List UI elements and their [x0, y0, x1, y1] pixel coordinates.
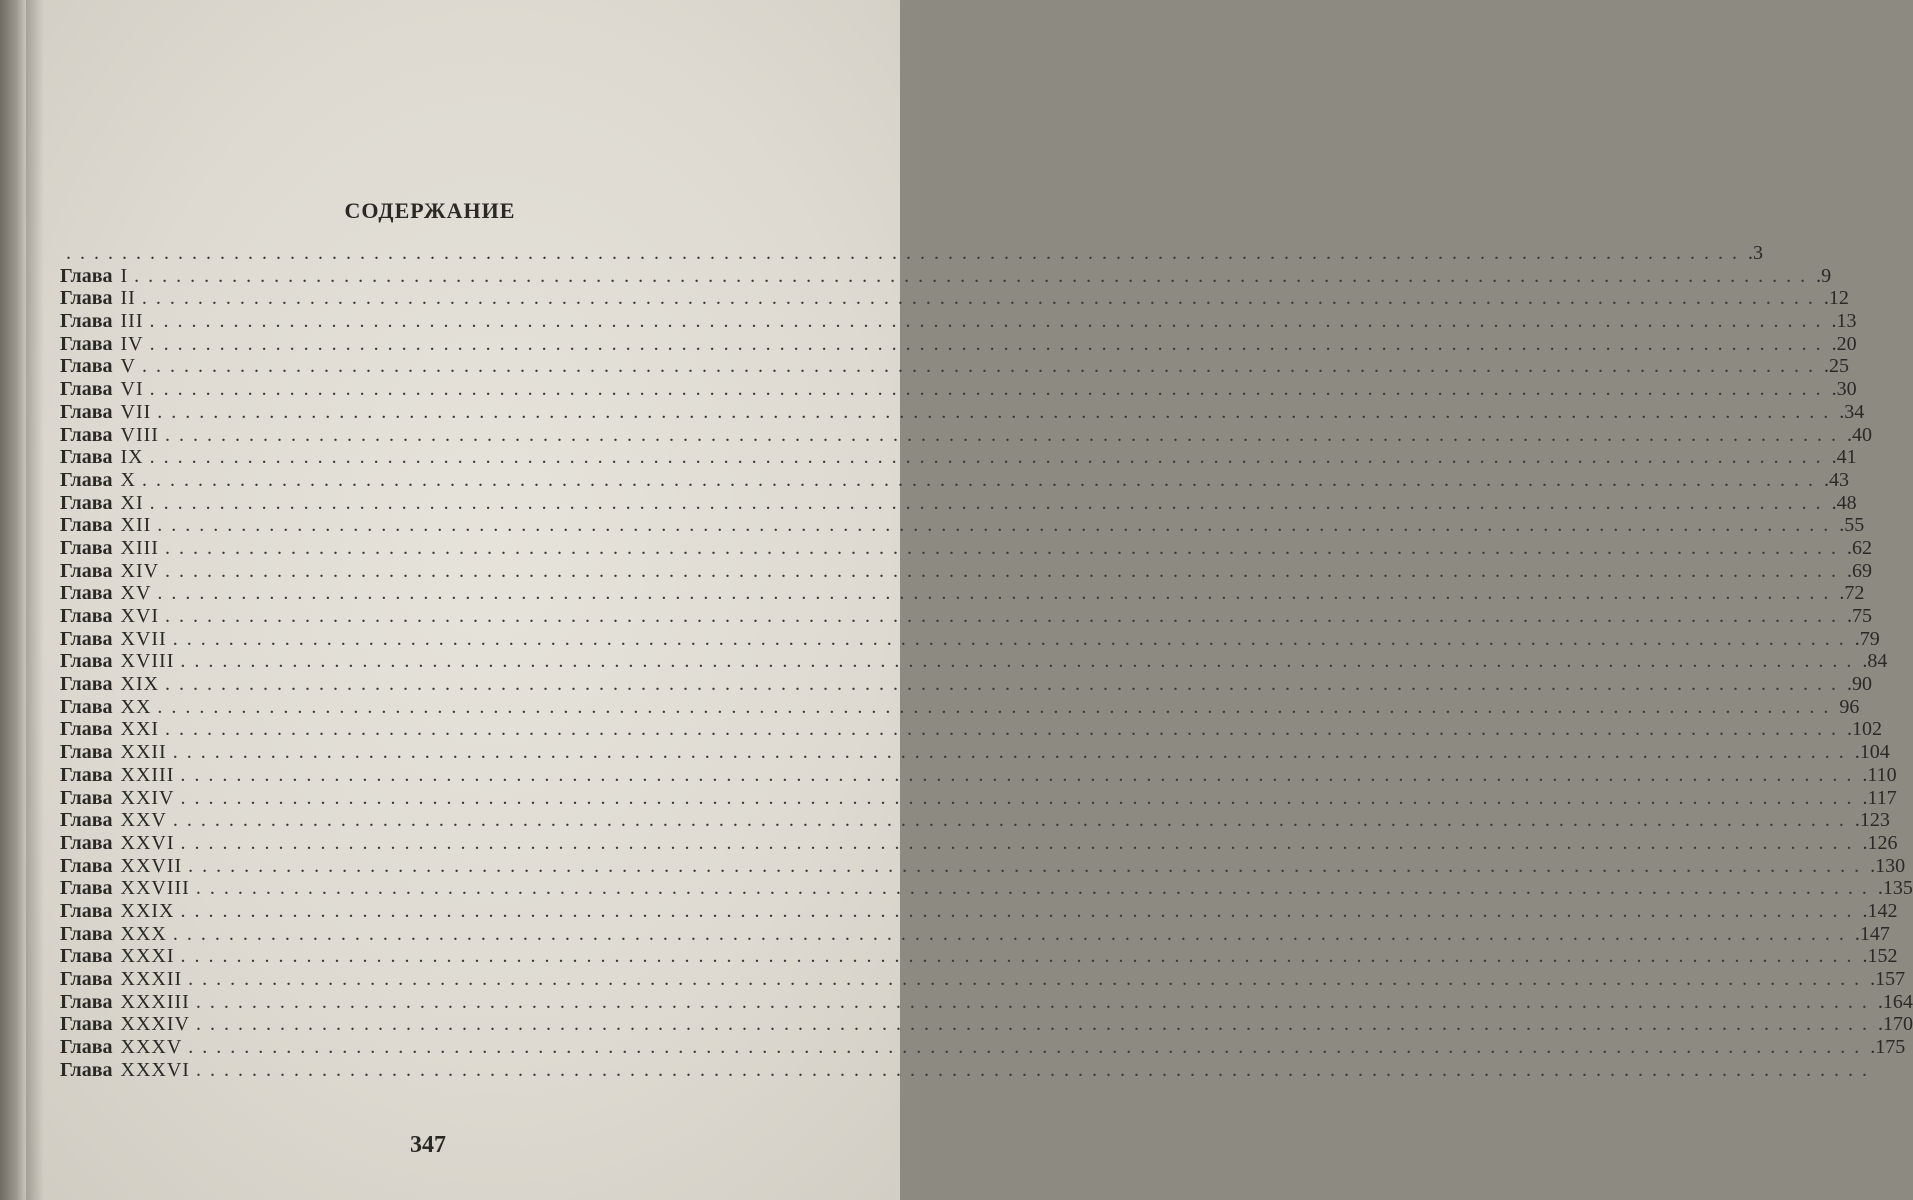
- chapter-word: Глава: [60, 990, 113, 1013]
- dot-leader: ........................................................................................................................: [180, 831, 1861, 854]
- toc-chapter-label: [60, 401, 151, 424]
- dot-leader: ........................................................................................................................: [134, 264, 1815, 287]
- toc-page-number: .102: [1847, 718, 1883, 741]
- toc-entry: [60, 650, 1888, 673]
- toc-entry: [60, 355, 1849, 378]
- chapter-word: Глава: [60, 559, 113, 582]
- chapter-numeral: VIII: [120, 423, 159, 446]
- chapter-word: Глава: [60, 968, 113, 990]
- toc-entry: [60, 242, 1763, 265]
- dot-leader: ........................................................................................................................: [188, 854, 1869, 877]
- toc-page-number: .30: [1831, 378, 1857, 401]
- page-title: СОДЕРЖАНИЕ: [344, 198, 516, 223]
- toc-page-number: .152: [1862, 945, 1898, 968]
- toc-page-number: .84: [1862, 650, 1888, 673]
- toc-entry: [60, 673, 1873, 696]
- chapter-word: Глава: [60, 468, 113, 491]
- toc-chapter-label: [60, 673, 159, 696]
- dot-leader: ........................................................................................................................: [172, 922, 1853, 945]
- dot-leader: ........................................................................................................................: [180, 650, 1861, 673]
- toc-chapter-label: [60, 537, 159, 560]
- toc-chapter-label: [60, 787, 175, 810]
- toc-entry: [60, 809, 1890, 832]
- chapter-word: Глава: [60, 922, 113, 945]
- toc-page-number: .135: [1877, 877, 1913, 900]
- toc-page-number: .69: [1847, 559, 1873, 582]
- toc-entry: [60, 1058, 1876, 1082]
- toc-page-number: .48: [1831, 491, 1857, 514]
- chapter-numeral: XVIII: [120, 650, 175, 673]
- toc-entry: [60, 468, 1849, 492]
- chapter-numeral: XII: [120, 514, 152, 537]
- chapter-word: Глава: [60, 718, 113, 741]
- chapter-word: Глава: [60, 695, 113, 718]
- chapter-numeral: XXXII: [120, 968, 183, 990]
- toc-chapter-label: [60, 514, 151, 537]
- toc-page-number: .142: [1862, 899, 1898, 922]
- toc-chapter-label: [60, 287, 136, 310]
- toc-entry: [60, 287, 1849, 310]
- toc-chapter-label: [60, 877, 190, 900]
- chapter-word: Глава: [60, 332, 113, 355]
- chapter-word: Глава: [60, 423, 113, 446]
- toc-chapter-label: [60, 310, 143, 333]
- toc-page-number: .72: [1839, 582, 1865, 605]
- toc-entry: [60, 922, 1890, 946]
- toc-page-number: .175: [1870, 1036, 1906, 1059]
- chapter-word: Глава: [60, 605, 113, 627]
- chapter-numeral: XIX: [120, 673, 160, 696]
- chapter-word: Глава: [60, 536, 113, 559]
- chapter-word: Глава: [60, 854, 113, 877]
- dot-leader: ........................................................................................................................: [180, 763, 1861, 786]
- toc-chapter-label: [60, 696, 151, 719]
- toc-entry: [60, 831, 1898, 855]
- chapter-word: Глава: [60, 741, 113, 764]
- chapter-numeral: XXVI: [120, 831, 175, 854]
- chapter-numeral: I: [120, 264, 129, 287]
- chapter-numeral: XIV: [120, 559, 160, 582]
- chapter-numeral: XXX: [120, 922, 167, 945]
- toc-entry: [60, 536, 1872, 560]
- toc-chapter-label: [60, 968, 182, 991]
- chapter-word: Глава: [60, 809, 113, 832]
- dot-leader: ........................................................................................................................: [180, 945, 1861, 968]
- chapter-word: Глава: [60, 264, 113, 287]
- chapter-numeral: XVI: [120, 605, 160, 627]
- toc-chapter-label: [60, 1036, 182, 1059]
- toc-chapter-label: [60, 446, 144, 469]
- chapter-word: Глава: [60, 514, 113, 537]
- toc-page-number: .79: [1854, 627, 1880, 650]
- toc-entry: [60, 1013, 1913, 1036]
- toc-entry: [60, 400, 1865, 424]
- chapter-numeral: XXV: [120, 809, 167, 832]
- chapter-numeral: XXIX: [120, 899, 175, 922]
- chapter-word: Глава: [60, 310, 113, 333]
- dot-leader: ........................................................................................................................: [141, 287, 1822, 310]
- dot-leader: ........................................................................................................................: [172, 627, 1853, 650]
- toc-chapter-label: [60, 923, 167, 946]
- chapter-numeral: III: [120, 310, 144, 333]
- toc-entry: [60, 968, 1906, 991]
- toc-entry: [60, 264, 1832, 288]
- dot-leader: ........................................................................................................................: [180, 786, 1861, 809]
- chapter-numeral: IX: [120, 446, 144, 469]
- chapter-word: Глава: [60, 763, 113, 786]
- chapter-numeral: VI: [120, 378, 144, 401]
- toc-chapter-label: [60, 628, 167, 651]
- toc-page-number: .41: [1831, 446, 1857, 469]
- toc-chapter-label: [60, 650, 174, 673]
- toc-chapter-label: [60, 265, 128, 288]
- table-of-contents: [60, 242, 1913, 1081]
- toc-page-number: 96: [1839, 695, 1860, 718]
- toc-page-number: .130: [1870, 854, 1906, 877]
- chapter-word: Глава: [60, 1058, 113, 1081]
- toc-chapter-label: [60, 492, 144, 515]
- dot-leader: ........................................................................................................................: [149, 332, 1830, 355]
- toc-page-number: .170: [1877, 1013, 1913, 1036]
- dot-leader: ........................................................................................................................: [195, 1013, 1876, 1036]
- chapter-numeral: XXXI: [120, 945, 175, 968]
- toc-page-number: .43: [1823, 468, 1849, 491]
- dot-leader: ........................................................................................................................: [180, 899, 1861, 922]
- toc-entry: [60, 877, 1913, 900]
- chapter-word: Глава: [60, 877, 113, 900]
- toc-entry: [60, 854, 1906, 878]
- dot-leader: ........................................................................................................................: [164, 536, 1845, 559]
- dot-leader: ........................................................................................................................: [157, 400, 1838, 423]
- chapter-numeral: XXVII: [120, 854, 183, 877]
- toc-chapter-label: [60, 991, 190, 1014]
- chapter-word: Глава: [60, 582, 113, 605]
- chapter-word: Глава: [60, 1013, 113, 1036]
- toc-entry: [60, 1036, 1906, 1059]
- toc-entry: [60, 491, 1857, 515]
- toc-page-number: .164: [1877, 990, 1913, 1013]
- chapter-word: Глава: [60, 400, 113, 423]
- toc-page-number: .34: [1839, 400, 1865, 423]
- chapter-numeral: XXI: [120, 718, 160, 741]
- chapter-numeral: XV: [120, 582, 152, 605]
- chapter-numeral: V: [120, 355, 136, 378]
- dot-leader: ........................................................................................................................: [172, 741, 1853, 764]
- toc-chapter-label: [60, 1013, 190, 1036]
- chapter-word: Глава: [60, 786, 113, 809]
- toc-chapter-label: [60, 764, 174, 787]
- toc-chapter-label: [60, 333, 144, 356]
- toc-chapter-label: [60, 718, 159, 741]
- toc-page-number: .25: [1823, 355, 1849, 378]
- chapter-numeral: XXII: [120, 741, 167, 764]
- toc-page-number: .62: [1846, 536, 1872, 559]
- chapter-numeral: II: [120, 287, 136, 310]
- toc-page-number: .117: [1862, 786, 1897, 809]
- toc-entry: [60, 446, 1857, 469]
- chapter-numeral: XXIV: [120, 786, 175, 809]
- chapter-numeral: XXXIII: [120, 990, 190, 1013]
- chapter-word: Глава: [60, 378, 113, 401]
- toc-chapter-label: [60, 424, 159, 447]
- toc-chapter-label: [60, 741, 167, 764]
- toc-page-number: .13: [1831, 310, 1857, 333]
- chapter-word: Глава: [60, 355, 113, 378]
- toc-page-number: .75: [1847, 605, 1873, 627]
- toc-chapter-label: [60, 560, 159, 583]
- toc-entry: [60, 741, 1890, 764]
- chapter-numeral: XXXVI: [120, 1058, 190, 1081]
- toc-page-number: .3: [1748, 242, 1763, 264]
- toc-entry: [60, 718, 1883, 741]
- chapter-numeral: X: [120, 468, 136, 491]
- dot-leader: ........................................................................................................................: [165, 718, 1846, 741]
- chapter-word: Глава: [60, 650, 113, 673]
- toc-chapter-label: [60, 945, 175, 968]
- chapter-word: Глава: [60, 1036, 113, 1059]
- chapter-numeral: VII: [120, 400, 152, 423]
- toc-entry: [60, 310, 1857, 333]
- toc-chapter-label: [60, 582, 151, 605]
- toc-entry: [60, 332, 1857, 356]
- toc-entry: [60, 786, 1897, 810]
- dot-leader: ........................................................................................................................: [188, 1036, 1869, 1059]
- toc-chapter-label: [60, 469, 136, 492]
- toc-chapter-label: [60, 809, 167, 832]
- chapter-word: Глава: [60, 491, 113, 514]
- dot-leader: ........................................................................................................................: [66, 242, 1746, 264]
- toc-chapter-label: [60, 378, 144, 401]
- toc-page-number: .40: [1846, 423, 1872, 446]
- dot-leader: ........................................................................................................................: [157, 582, 1838, 605]
- chapter-word: Глава: [60, 446, 113, 469]
- dot-leader: ........................................................................................................................: [188, 968, 1869, 990]
- dot-leader: ........................................................................................................................: [157, 514, 1838, 537]
- toc-chapter-label: [60, 605, 159, 628]
- dot-leader: ........................................................................................................................: [141, 355, 1822, 378]
- toc-chapter-label: [60, 355, 136, 378]
- chapter-numeral: IV: [120, 332, 144, 355]
- toc-chapter-label: [60, 1059, 190, 1082]
- toc-entry: [60, 990, 1913, 1014]
- toc-entry: [60, 945, 1898, 968]
- dot-leader: ........................................................................................................................: [195, 990, 1876, 1013]
- chapter-word: Глава: [60, 287, 113, 310]
- page-number: 347: [410, 1132, 446, 1158]
- dot-leader: ........................................................................................................................: [165, 605, 1846, 627]
- toc-page-number: .9: [1816, 264, 1832, 287]
- toc-page-number: .157: [1870, 968, 1906, 990]
- toc-chapter-label: [60, 900, 175, 923]
- toc-entry: [60, 605, 1873, 628]
- chapter-word: Глава: [60, 627, 113, 650]
- chapter-numeral: XIII: [120, 536, 159, 559]
- toc-page-number: .20: [1831, 332, 1857, 355]
- toc-page-number: .12: [1823, 287, 1849, 310]
- toc-entry: [60, 763, 1897, 787]
- dot-leader: ........................................................................................................................: [195, 1058, 1876, 1081]
- dot-leader: ........................................................................................................................: [149, 378, 1830, 401]
- toc-page-number: .104: [1854, 741, 1890, 764]
- chapter-word: Глава: [60, 831, 113, 854]
- toc-page-number: .90: [1847, 673, 1873, 696]
- toc-chapter-label: [60, 832, 175, 855]
- dot-leader: ........................................................................................................................: [164, 423, 1845, 446]
- toc-entry: [60, 582, 1865, 605]
- book-spine: [0, 0, 26, 1200]
- dot-leader: ........................................................................................................................: [157, 695, 1838, 718]
- dot-leader: ........................................................................................................................: [165, 559, 1846, 582]
- toc-page-number: .55: [1839, 514, 1865, 537]
- toc-page-number: .147: [1854, 922, 1890, 945]
- dot-leader: ........................................................................................................................: [165, 673, 1846, 696]
- chapter-numeral: XVII: [120, 627, 167, 650]
- chapter-numeral: XXXIV: [120, 1013, 190, 1036]
- toc-page-number: .110: [1862, 763, 1897, 786]
- gutter-shadow: [26, 0, 44, 1200]
- chapter-numeral: XXIII: [120, 763, 175, 786]
- toc-page-number: .123: [1854, 809, 1890, 832]
- chapter-numeral: XI: [120, 491, 144, 514]
- toc-entry: [60, 378, 1857, 401]
- toc-entry: [60, 514, 1865, 537]
- dot-leader: ........................................................................................................................: [149, 446, 1830, 469]
- dot-leader: ........................................................................................................................: [149, 491, 1830, 514]
- toc-entry: [60, 695, 1860, 719]
- dot-leader: ........................................................................................................................: [149, 310, 1830, 333]
- chapter-numeral: XXXV: [120, 1036, 183, 1059]
- dot-leader: ........................................................................................................................: [195, 877, 1876, 900]
- dot-leader: ........................................................................................................................: [172, 809, 1853, 832]
- dot-leader: ........................................................................................................................: [141, 468, 1822, 491]
- toc-entry: [60, 559, 1873, 583]
- chapter-word: Глава: [60, 899, 113, 922]
- chapter-numeral: XXVIII: [120, 877, 190, 900]
- toc-entry: [60, 899, 1898, 923]
- toc-chapter-label: [60, 855, 182, 878]
- toc-page-number: .126: [1862, 831, 1898, 854]
- chapter-word: Глава: [60, 673, 113, 696]
- chapter-word: Глава: [60, 945, 113, 968]
- chapter-numeral: XX: [120, 695, 152, 718]
- toc-entry: [60, 627, 1880, 651]
- toc-entry: [60, 423, 1872, 447]
